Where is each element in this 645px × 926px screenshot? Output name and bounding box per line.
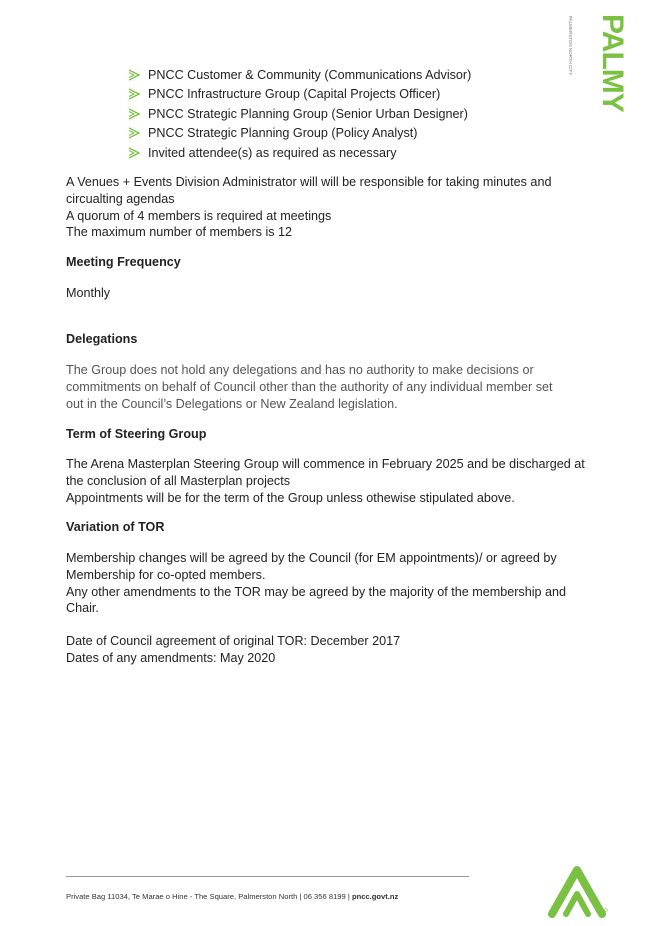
arrow-bullet-icon [128,108,140,120]
list-item-text: Invited attendee(s) as required as necessary [148,145,397,160]
list-item [128,85,471,104]
footer-address-text: Private Bag 11034, Te Marae o Hine - The Square, Palmerston North | 06 356 8199 | [66,892,352,901]
section-body: The Group does not hold any delegations and has no authority to make decisions or [66,363,534,377]
arrow-bullet-icon [128,69,140,81]
original-tor-date: Date of Council agreement of original TOR: December 2017 [66,634,401,648]
section-body: Membership changes will be agreed by the Council (for EM appointments)/ or agreed by [66,551,557,565]
variation-section [66,519,596,536]
amendment-date: Dates of any amendments: May 2020 [66,650,276,665]
section-body: The Arena Masterplan Steering Group will commence in February 2025 and be discharged at [66,457,585,471]
palmy-logo [557,12,629,138]
delegations-section [66,331,596,348]
section-body: Chair. [66,601,99,616]
section-body: Any other amendments to the TOR may be agreed by the majority of the membership and [66,584,567,599]
section-heading: Delegations [66,332,138,346]
list-item-text: PNCC Customer & Community (Communications Advisor) [148,68,472,82]
list-item [128,105,471,124]
arrow-bullet-icon [128,127,140,139]
section-heading: Term of Steering Group [66,427,207,441]
logo-wordmark: PALMY [596,14,629,112]
meeting-frequency-body [66,285,596,302]
list-item [128,144,471,163]
max-members-line: The maximum number of members is 12 [66,225,293,240]
meeting-frequency-section [66,254,596,271]
admin-line: circualting agendas [66,191,175,206]
delegations-body [66,362,596,412]
term-body [66,456,596,506]
list-item [128,66,471,85]
section-body: commitments on behalf of Council other than the authority of any individual member set [66,379,553,394]
palmy-p-logo-icon [546,866,608,918]
footer-website-link[interactable]: pncc.govt.nz [351,892,399,901]
section-heading: Variation of TOR [66,520,165,534]
member-list [128,66,471,163]
section-heading: Meeting Frequency [66,255,181,269]
logo-subtext: PALMERSTON NORTH CITY [568,16,573,76]
list-item-text: PNCC Infrastructure Group (Capital Projects Officer) [148,87,441,102]
variation-body [66,550,596,617]
arrow-bullet-icon [128,147,140,159]
section-body: Membership for co-opted members. [66,567,266,582]
admin-paragraph [66,174,596,241]
term-section [66,426,596,443]
list-item [128,124,471,143]
section-body: out in the Council’s Delegations or New Zealand legislation. [66,396,398,411]
dates-section [66,633,596,667]
list-item-text: PNCC Strategic Planning Group (Policy Analyst) [148,126,418,141]
arrow-bullet-icon [128,88,140,100]
quorum-line: A quorum of 4 members is required at meetings [66,208,332,223]
list-item-text: PNCC Strategic Planning Group (Senior Urban Designer) [148,106,468,121]
footer-divider [66,876,469,877]
section-body: Monthly [66,286,111,300]
admin-line: A Venues + Events Division Administrator will will be responsible for taking minutes and [66,175,552,189]
footer-address [66,892,398,902]
section-body: the conclusion of all Masterplan projects [66,473,291,488]
section-body: Appointments will be for the term of the Group unless othewise stipulated above. [66,490,515,505]
